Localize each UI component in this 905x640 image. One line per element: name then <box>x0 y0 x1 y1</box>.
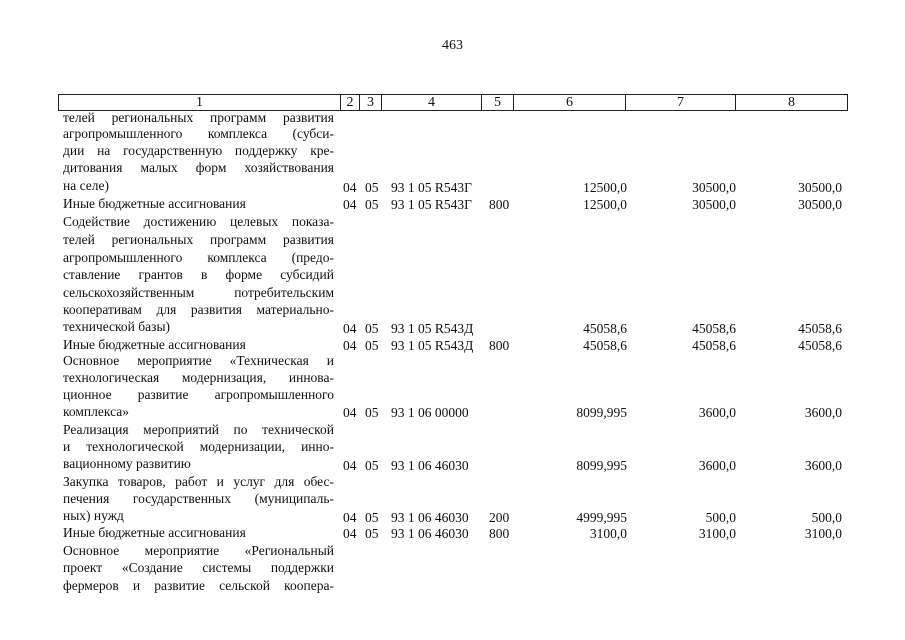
cell-col7: 3600,0 <box>698 458 736 473</box>
cell-vr: 200 <box>489 510 510 525</box>
cell-col7: 3600,0 <box>698 405 736 420</box>
cell-rz: 04 <box>343 180 357 195</box>
text-line: дитования малых форм хозяйствования <box>63 160 334 175</box>
cell-col7: 30500,0 <box>692 180 736 195</box>
cell-col6: 45058,6 <box>583 338 627 353</box>
text-line: Основное мероприятие «Региональный <box>63 543 334 558</box>
text-line: и технологической модернизации, инно- <box>63 439 334 454</box>
cell-col8: 500,0 <box>811 510 842 525</box>
cell-rz: 04 <box>343 405 357 420</box>
cell-csr: 93 1 06 46030 <box>391 458 469 473</box>
cell-pr: 05 <box>365 526 379 541</box>
cell-vr: 800 <box>489 526 510 541</box>
text-line: телей региональных программ развития <box>63 110 334 125</box>
cell-rz: 04 <box>343 526 357 541</box>
cell-pr: 05 <box>365 405 379 420</box>
text-line: Реализация мероприятий по технической <box>63 422 334 437</box>
text-line: ных) нужд <box>63 508 124 523</box>
page-number: 463 <box>442 38 463 53</box>
cell-col6: 8099,995 <box>576 405 627 420</box>
cell-vr <box>489 405 515 421</box>
header-col-3: 3 <box>360 95 382 110</box>
header-col-1: 1 <box>59 95 341 110</box>
cell-col8: 3600,0 <box>804 405 842 420</box>
cell-pr: 05 <box>365 510 379 525</box>
cell-vr: 800 <box>489 338 510 353</box>
text-line: технической базы) <box>63 319 171 334</box>
text-line: фермеров и развитие сельской коопера- <box>63 578 334 593</box>
cell-csr: 93 1 05 R543Г <box>391 180 472 195</box>
header-col-4: 4 <box>382 95 482 110</box>
text-line: Иные бюджетные ассигнования <box>63 196 246 211</box>
header-col-7: 7 <box>626 95 736 110</box>
cell-csr: 93 1 05 R543Г <box>391 197 472 212</box>
cell-vr: 800 <box>489 197 510 212</box>
cell-col6: 12500,0 <box>583 197 627 212</box>
text-line: ционное развитие агропромышленного <box>63 387 334 402</box>
cell-csr: 93 1 05 R543Д <box>391 338 474 353</box>
text-line: Иные бюджетные ассигнования <box>63 337 246 352</box>
cell-col7: 500,0 <box>705 510 736 525</box>
header-col-6: 6 <box>514 95 626 110</box>
cell-col8: 45058,6 <box>798 338 842 353</box>
text-line: дии на государственную поддержку кре- <box>63 143 334 158</box>
header-col-5: 5 <box>482 95 514 110</box>
cell-col6: 45058,6 <box>583 321 627 336</box>
cell-pr: 05 <box>365 458 379 473</box>
cell-col7: 45058,6 <box>692 338 736 353</box>
cell-vr <box>489 180 515 196</box>
text-line: на селе) <box>63 178 109 193</box>
cell-col6: 3100,0 <box>589 526 627 541</box>
cell-csr: 93 1 05 R543Д <box>391 321 474 336</box>
header-col-8: 8 <box>788 95 795 110</box>
cell-col6: 4999,995 <box>576 510 627 525</box>
cell-rz: 04 <box>343 458 357 473</box>
cell-rz: 04 <box>343 321 357 336</box>
text-line: печения государственных (муниципаль- <box>63 491 334 506</box>
header-col-2: 2 <box>341 95 360 110</box>
cell-rz: 04 <box>343 510 357 525</box>
text-line: сельскохозяйственным потребительским <box>63 285 334 300</box>
cell-vr <box>489 458 515 474</box>
cell-col8: 30500,0 <box>798 197 842 212</box>
text-line: ставление грантов в форме субсидий <box>63 267 334 282</box>
cell-csr: 93 1 06 46030 <box>391 510 469 525</box>
cell-col7: 3100,0 <box>698 526 736 541</box>
text-line: агропромышленного комплекса (субси- <box>63 126 334 141</box>
cell-pr: 05 <box>365 321 379 336</box>
cell-col6: 8099,995 <box>576 458 627 473</box>
cell-vr <box>489 321 515 337</box>
text-line: проект «Создание системы поддержки <box>63 560 334 575</box>
text-line: телей региональных программ развития <box>63 232 334 247</box>
text-line: Закупка товаров, работ и услуг для обес- <box>63 474 334 489</box>
cell-csr: 93 1 06 00000 <box>391 405 469 420</box>
cell-col8: 3600,0 <box>804 458 842 473</box>
cell-pr: 05 <box>365 180 379 195</box>
cell-col7: 45058,6 <box>692 321 736 336</box>
cell-col8: 3100,0 <box>804 526 842 541</box>
text-line: агропромышленного комплекса (предо- <box>63 250 334 265</box>
text-line: Основное мероприятие «Техническая и <box>63 353 334 368</box>
text-line: Содействие достижению целевых показа- <box>63 214 334 229</box>
cell-col8: 45058,6 <box>798 321 842 336</box>
cell-pr: 05 <box>365 197 379 212</box>
cell-rz: 04 <box>343 338 357 353</box>
text-line: комплекса» <box>63 404 129 419</box>
cell-col6: 12500,0 <box>583 180 627 195</box>
cell-rz: 04 <box>343 197 357 212</box>
text-line: вационному развитию <box>63 456 191 471</box>
text-line: кооперативам для развития материально- <box>63 302 334 317</box>
text-line: технологическая модернизация, иннова- <box>63 370 334 385</box>
cell-col7: 30500,0 <box>692 197 736 212</box>
cell-col8: 30500,0 <box>798 180 842 195</box>
cell-pr: 05 <box>365 338 379 353</box>
text-line: Иные бюджетные ассигнования <box>63 525 246 540</box>
cell-csr: 93 1 06 46030 <box>391 526 469 541</box>
